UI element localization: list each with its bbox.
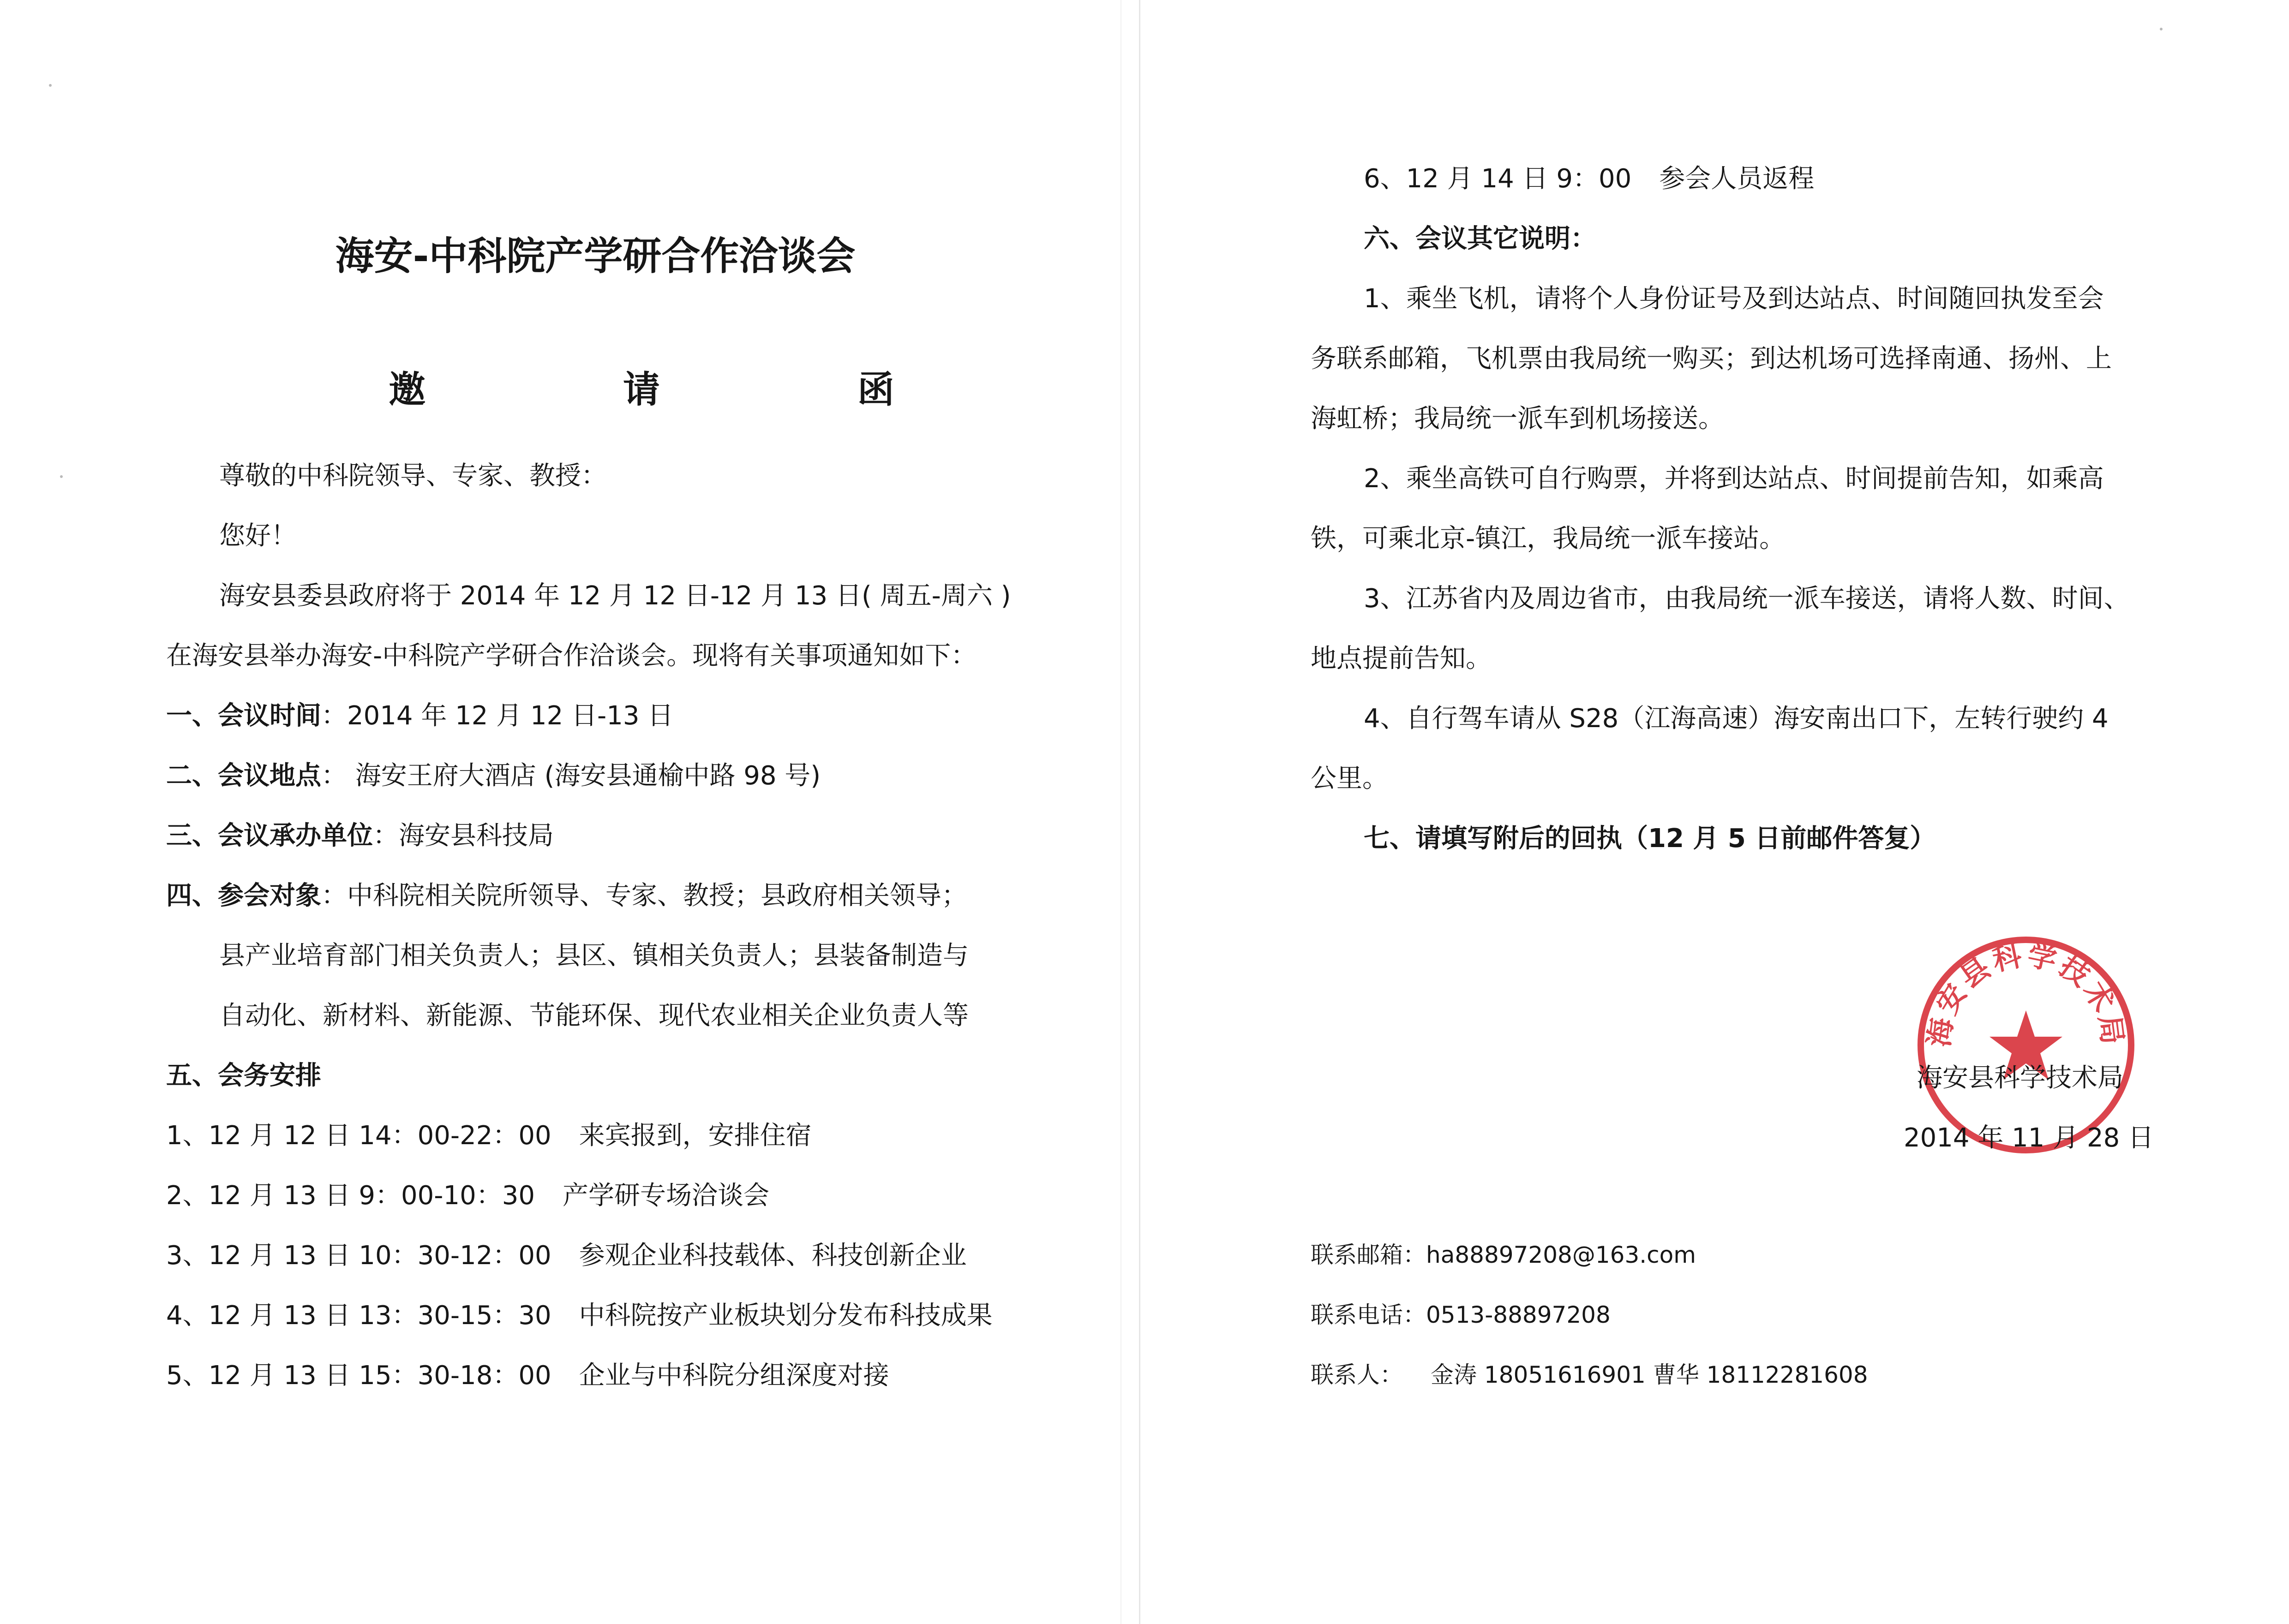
schedule-activity: 产学研专场洽谈会	[562, 1181, 769, 1211]
svg-text:海安县科学技术局: 海安县科学技术局	[1922, 938, 2130, 1049]
schedule-item	[166, 1297, 993, 1334]
section-label: 三、会议承办单位	[166, 821, 373, 851]
greeting: 尊敬的中科院领导、专家、教授：	[219, 461, 607, 491]
schedule-item	[166, 1357, 889, 1394]
signature-date: 2014 年 11 月 28 日	[1904, 1123, 2154, 1153]
schedule-time: 4、12 月 13 日 13：30-15：30	[166, 1301, 551, 1331]
contact-label: 联系电话：	[1311, 1302, 1426, 1328]
note-line: 务联系邮箱，飞机票由我局统一购买；到达机场可选择南通、扬州、上	[1311, 344, 2112, 374]
section-value: ：2014 年 12 月 12 日-13 日	[321, 701, 674, 731]
participants-cont: 自动化、新材料、新能源、节能环保、现代农业相关企业负责人等	[219, 1001, 969, 1031]
section-value: ：海安县科技局	[373, 821, 554, 851]
hello: 您好！	[219, 521, 297, 551]
schedule-activity: 企业与中科院分组深度对接	[579, 1361, 889, 1391]
section-participants	[166, 878, 967, 914]
right-page	[1311, 0, 2169, 1624]
contact-phone-value: 0513-88897208	[1426, 1302, 1611, 1328]
participants-cont: 县产业培育部门相关负责人；县区、镇相关负责人；县装备制造与	[219, 941, 969, 971]
schedule-activity: 参会人员返程	[1659, 164, 1815, 194]
signature-org: 海安县科学技术局	[1917, 1063, 2123, 1093]
schedule-item	[166, 1177, 769, 1214]
section-label: 一、会议时间	[166, 701, 321, 731]
section-organizer	[166, 818, 554, 854]
contact-label: 联系邮箱：	[1311, 1242, 1426, 1268]
section-value: ： 海安王府大酒店 (海安县通榆中路 98 号)	[321, 761, 821, 791]
schedule-time: 6、12 月 14 日 9：00	[1364, 164, 1632, 194]
schedule-activity: 来宾报到，安排住宿	[579, 1121, 812, 1151]
section-venue	[166, 758, 821, 794]
document-subtitle: 邀 请 函	[389, 368, 987, 411]
schedule-time: 1、12 月 12 日 14：00-22：00	[166, 1121, 551, 1151]
paper-speck	[49, 84, 52, 87]
schedule-activity: 中科院按产业板块划分发布科技成果	[579, 1301, 993, 1331]
contact-label: 联系人：	[1311, 1361, 1403, 1388]
section-reply: 七、请填写附后的回执（12 月 5 日前邮件答复）	[1364, 824, 1936, 854]
note-line: 公里。	[1311, 764, 1388, 794]
left-page	[166, 0, 1025, 1624]
note-line: 地点提前告知。	[1311, 644, 1492, 674]
schedule-item	[1364, 161, 1814, 197]
page-divider	[1139, 0, 1140, 1624]
schedule-item	[166, 1117, 812, 1154]
intro-line: 在海安县举办海安-中科院产学研合作洽谈会。现将有关事项通知如下：	[166, 641, 977, 671]
intro-line: 海安县委县政府将于 2014 年 12 月 12 日-12 月 13 日( 周五-周六 )	[219, 581, 1011, 611]
schedule-time: 5、12 月 13 日 15：30-18：00	[166, 1361, 551, 1391]
note-line: 4、自行驾车请从 S28（江海高速）海安南出口下，左转行驶约 4	[1364, 704, 2109, 734]
document-title: 海安-中科院产学研合作洽谈会	[335, 233, 856, 279]
contact-email	[1311, 1236, 1696, 1273]
schedule-time: 3、12 月 13 日 10：30-12：00	[166, 1241, 551, 1271]
section-notes-label: 六、会议其它说明：	[1364, 224, 1596, 254]
note-line: 铁，可乘北京-镇江，我局统一派车接站。	[1311, 524, 1786, 554]
schedule-item	[166, 1237, 967, 1274]
contact-phone	[1311, 1296, 1611, 1333]
section-schedule-label: 五、会务安排	[166, 1061, 321, 1091]
note-line: 3、江苏省内及周边省市，由我局统一派车接送，请将人数、时间、	[1364, 584, 2130, 614]
section-label: 二、会议地点	[166, 761, 321, 791]
note-line: 2、乘坐高铁可自行购票，并将到达站点、时间提前告知，如乘高	[1364, 464, 2104, 494]
section-label: 四、参会对象	[166, 881, 321, 911]
contact-person	[1311, 1356, 1868, 1393]
section-time	[166, 698, 673, 734]
note-line: 1、乘坐飞机，请将个人身份证号及到达站点、时间随回执发至会	[1364, 284, 2104, 314]
contact-person-value: 金涛 18051616901 曹华 18112281608	[1431, 1361, 1868, 1388]
section-value: ：中科院相关院所领导、专家、教授；县政府相关领导；	[321, 881, 967, 911]
paper-speck	[60, 475, 63, 478]
note-line: 海虹桥；我局统一派车到机场接送。	[1311, 404, 1724, 434]
contact-email-value: ha88897208@163.com	[1426, 1242, 1696, 1268]
schedule-activity: 参观企业科技载体、科技创新企业	[579, 1241, 967, 1271]
schedule-time: 2、12 月 13 日 9：00-10：30	[166, 1181, 535, 1211]
